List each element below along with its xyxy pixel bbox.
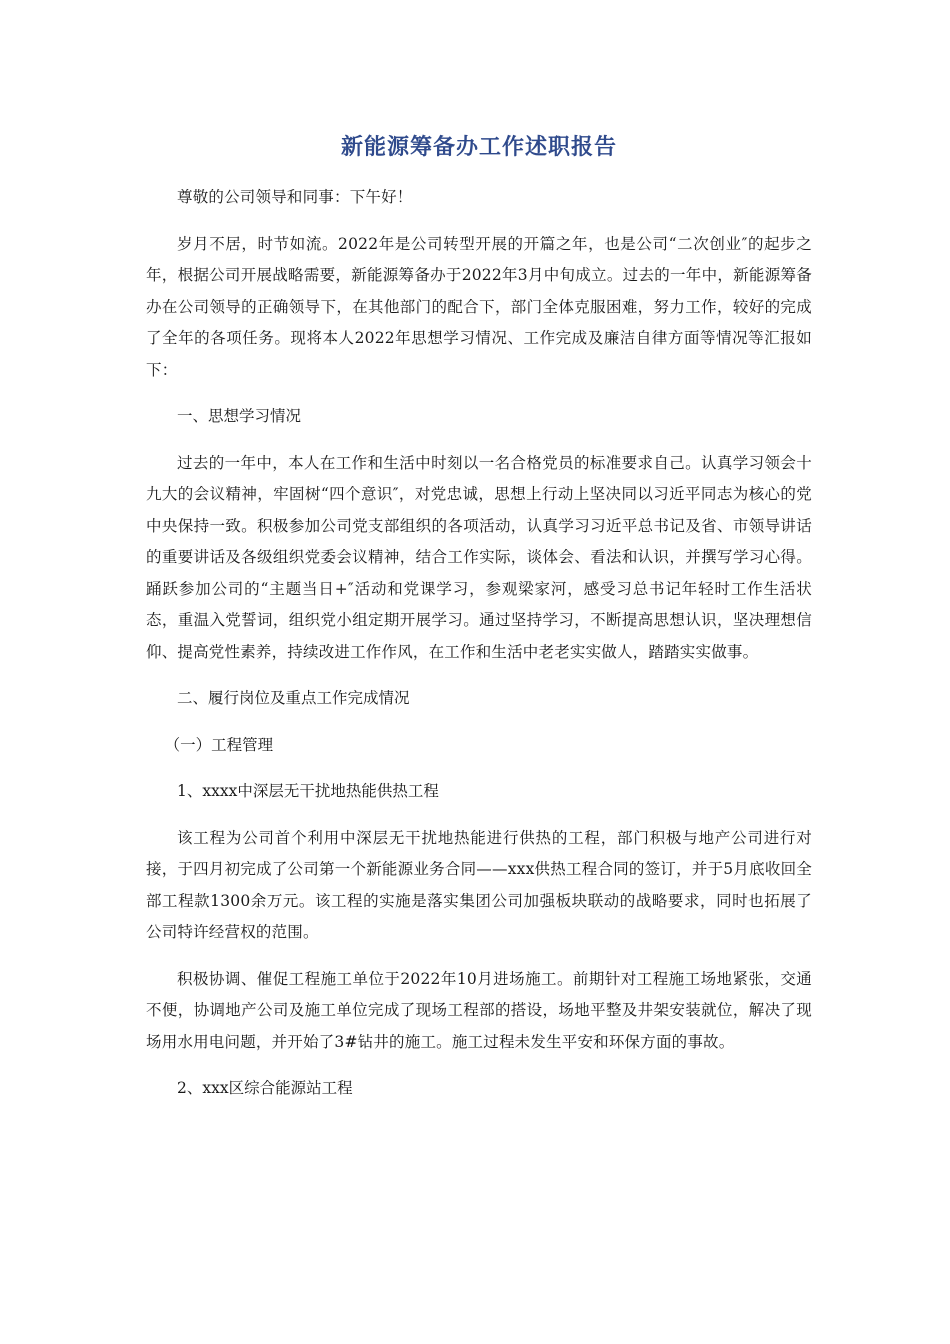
document-page <box>146 128 812 1120</box>
document-title: 新能源筹备办工作述职报告 <box>340 135 617 160</box>
item-1-paragraph-1: 该工程为公司首个利用中深层无干扰地热能进行供热的工程，部门积极与地产公司进行对接，于四月初完成了公司第一个新能源业务合同——xxx供热工程合同的签订，并于5月底收回全部工程款1300余万元。该工程的实施是落实集团公司加强板块联动的战略要求，同时也拓展了公司特许经营权的范围。 <box>146 828 812 941</box>
item-1-heading: 1、xxxx中深层无干扰地热能供热工程 <box>177 782 439 800</box>
greeting: 尊敬的公司领导和同事：下午好！ <box>177 188 413 206</box>
subsection-1-heading: （一）工程管理 <box>164 735 274 754</box>
section-1-paragraph: 过去的一年中，本人在工作和生活中时刻以一名合格党员的标准要求自己。认真学习领会十九大的会议精神，牢固树“四个意识″，对党忠诚，思想上行动上坚决同以习近平同志为核心的党中央保持一致。积极参加公司党支部组织的各项活动，认真学习习近平总书记及省、市领导讲话的重要讲话及各级组织党委会议精神，结合工作实际，谈体会、看法和认识，并撰写学习心得。踊跃参加公司的“主题当日+″活动和党课学习，参观梁家河，感受习总书记年轻时工作生活状态，重温入党誓词，组织党小组定期开展学习。通过坚持学习，不断提高思想认识，坚决理想信仰、提高党性素养，持续改进工作作风，在工作和生活中老老实实做人，踏踏实实做事。 <box>146 453 812 661</box>
intro-paragraph: 岁月不居，时节如流。2022年是公司转型开展的开篇之年，也是公司“二次创业″的起步之年，根据公司开展战略需要，新能源筹备办于2022年3月中旬成立。过去的一年中，新能源筹备办在公司领导的正确领导下，在其他部门的配合下，部门全体克服困难，努力工作，较好的完成了全年的各项任务。现将本人2022年思想学习情况、工作完成及廉洁自律方面等情况等汇报如下： <box>146 234 812 379</box>
section-2-heading: 二、履行岗位及重点工作完成情况 <box>177 689 410 707</box>
item-2-heading: 2、xxx区综合能源站工程 <box>177 1079 353 1097</box>
section-1-heading: 一、思想学习情况 <box>177 407 302 425</box>
item-1-paragraph-2: 积极协调、催促工程施工单位于2022年10月进场施工。前期针对工程施工场地紧张，交通不便，协调地产公司及施工单位完成了现场工程部的搭设，场地平整及井架安装就位，解决了现场用水用电问题，并开始了3#钻井的施工。施工过程未发生平安和环保方面的事故。 <box>146 969 812 1051</box>
